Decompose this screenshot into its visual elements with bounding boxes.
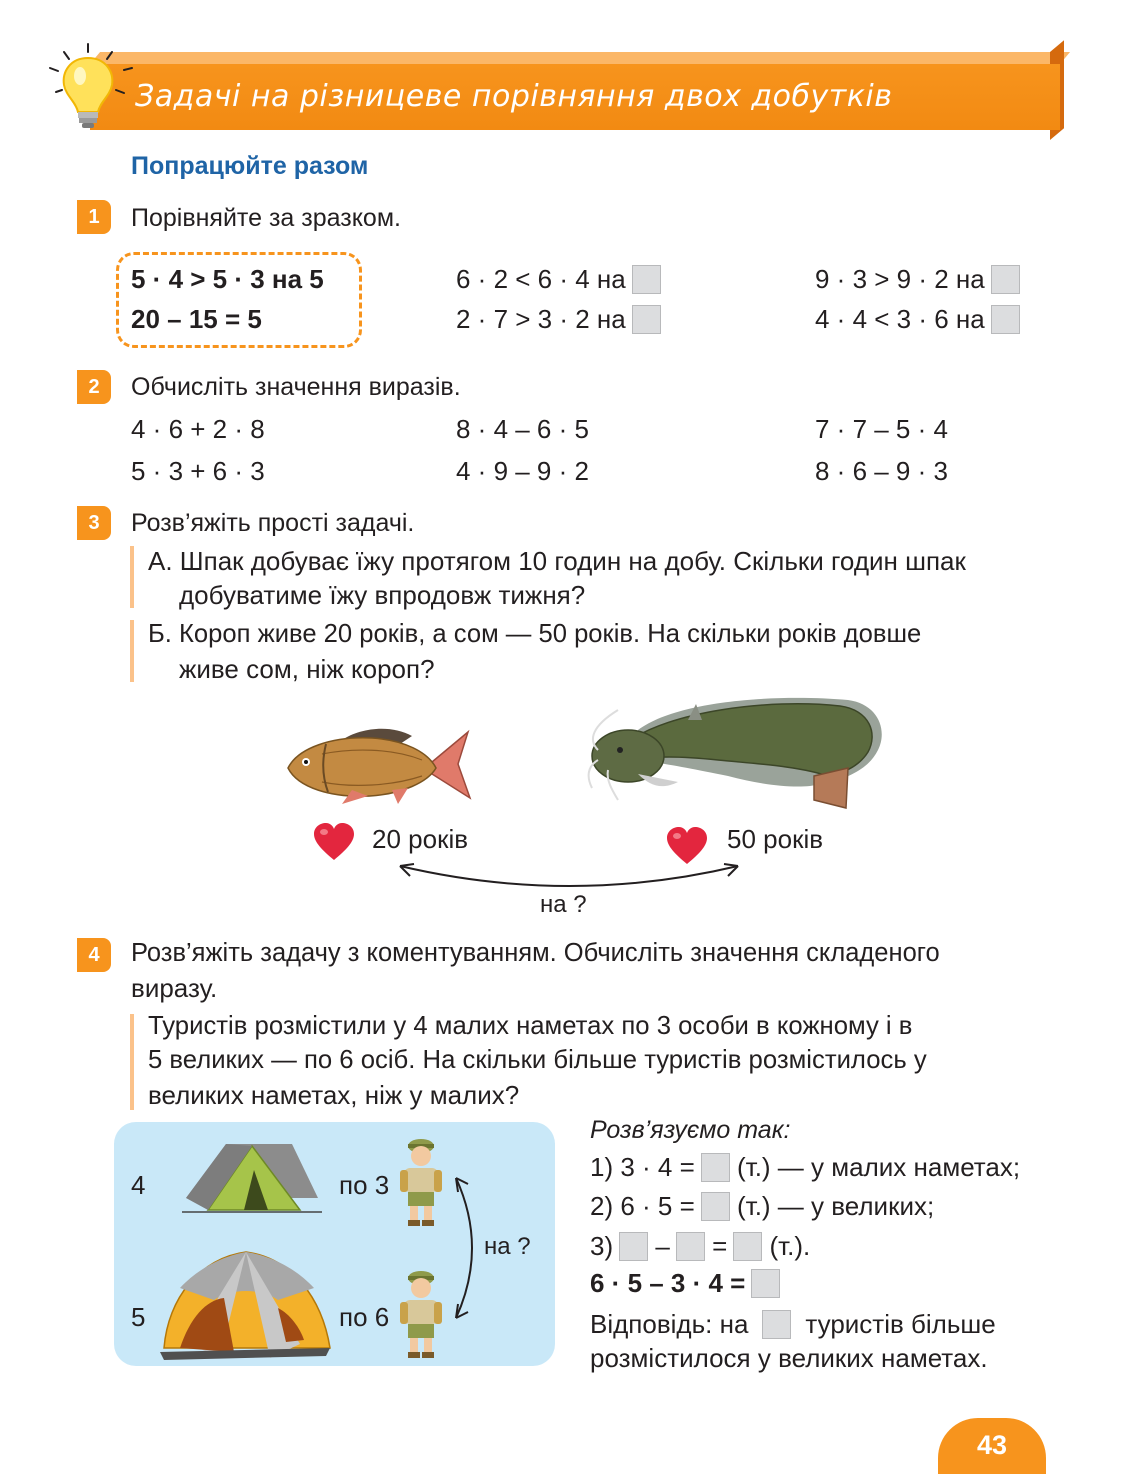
- small-tent-count: 4: [131, 1170, 146, 1200]
- task-4-instruction-line-2: виразу.: [131, 973, 218, 1003]
- catfish-image: [578, 690, 890, 822]
- comparison-item: 9 · 3 > 9 · 2 на: [815, 264, 1020, 296]
- heart-icon: [312, 822, 356, 862]
- task-1-number: 1: [77, 200, 111, 234]
- page-number: 43: [976, 1430, 1008, 1460]
- carp-fish-image: [282, 724, 472, 806]
- answer-line-2: розмістилося у великих наметах.: [590, 1343, 988, 1373]
- problem-line-1: Туристів розмістили у 4 малих наметах по 3 особи в кожному і в: [148, 1012, 913, 1040]
- solution-step-2: 2) 6 · 5 = (т.) — у великих;: [590, 1191, 935, 1221]
- answer-box[interactable]: [733, 1232, 762, 1261]
- expression: 7 · 7 – 5 · 4: [815, 414, 948, 444]
- problem-line-3: великих наметах, ніж у малих?: [148, 1080, 520, 1110]
- answer-box[interactable]: [632, 265, 661, 294]
- lightbulb-icon: [44, 40, 134, 132]
- big-tent-image: [150, 1248, 340, 1370]
- expression: 4 · 6 + 2 · 8: [131, 414, 265, 444]
- answer-line-1: Відповідь: на туристів більше: [590, 1309, 996, 1339]
- page-title: Задачі на різницеве порівняння двох добутків: [135, 79, 893, 114]
- expression: 8 · 4 – 6 · 5: [456, 414, 589, 444]
- task-4-number: 4: [77, 938, 111, 972]
- tourist-image: [398, 1136, 444, 1228]
- expression: 5 · 3 + 6 · 3: [131, 456, 265, 486]
- answer-box[interactable]: [619, 1232, 648, 1261]
- answer-box[interactable]: [751, 1269, 780, 1298]
- answer-box[interactable]: [632, 305, 661, 334]
- task-3-instruction: Розв’яжіть прості задачі.: [131, 509, 415, 537]
- catfish-lifespan: 50 років: [727, 824, 824, 854]
- problem-bar: [130, 546, 134, 608]
- problem-a-line-1: А. Шпак добуває їжу протягом 10 годин на добу. Скільки годин шпак: [148, 546, 966, 576]
- answer-box[interactable]: [991, 305, 1020, 334]
- solution-heading: Розв’язуємо так:: [590, 1116, 791, 1144]
- comparison-item: 2 · 7 > 3 · 2 на: [456, 304, 661, 336]
- problem-a-line-2: добуватиме їжу впродовж тижня?: [179, 580, 586, 610]
- problem-b-line-2: живе сом, ніж короп?: [179, 654, 435, 684]
- big-per-tent: по 6: [339, 1302, 390, 1332]
- carp-lifespan: 20 років: [372, 824, 469, 854]
- big-tent-count: 5: [131, 1302, 146, 1332]
- difference-label: на ?: [540, 891, 587, 918]
- comparison-item: 4 · 4 < 3 · 6 на: [815, 304, 1020, 336]
- task-2-instruction: Обчисліть значення виразів.: [131, 373, 461, 401]
- solution-step-3: 3) – = (т.).: [590, 1231, 811, 1261]
- sample-line-2: 20 – 15 = 5: [131, 304, 262, 334]
- sample-line-1: 5 · 4 > 5 · 3 на 5: [131, 264, 324, 294]
- page-number-tab: [938, 1418, 1046, 1474]
- solution-step-1: 1) 3 · 4 = (т.) — у малих наметах;: [590, 1152, 1021, 1182]
- problem-line-2: 5 великих — по 6 осіб. На скільки більше туристів розмістилось у: [148, 1046, 927, 1074]
- tents-difference-arrow: [448, 1172, 488, 1324]
- answer-box[interactable]: [762, 1310, 791, 1339]
- problem-bar: [130, 620, 134, 682]
- answer-box[interactable]: [676, 1232, 705, 1261]
- header-banner-top: [90, 52, 1070, 64]
- task-1-instruction: Порівняйте за зразком.: [131, 204, 401, 232]
- solution-expression: 6 · 5 – 3 · 4 =: [590, 1268, 780, 1300]
- task-2-number: 2: [77, 370, 111, 404]
- expression: 4 · 9 – 9 · 2: [456, 456, 589, 486]
- comparison-item: 6 · 2 < 6 · 4 на: [456, 264, 661, 296]
- answer-box[interactable]: [991, 265, 1020, 294]
- expression: 8 · 6 – 9 · 3: [815, 456, 948, 486]
- small-tent-image: [182, 1140, 322, 1216]
- problem-bar: [130, 1014, 134, 1110]
- small-per-tent: по 3: [339, 1170, 390, 1200]
- tourist-image: [398, 1268, 444, 1360]
- task-3-number: 3: [77, 506, 111, 540]
- task-4-instruction-line-1: Розв’яжіть задачу з коментуванням. Обчисліть значення складеного: [131, 939, 940, 967]
- answer-box[interactable]: [701, 1153, 730, 1182]
- answer-box[interactable]: [701, 1192, 730, 1221]
- problem-b-line-1: Б. Короп живе 20 років, а сом — 50 років. На скільки років довше: [148, 620, 922, 648]
- section-heading: Попрацюйте разом: [131, 152, 369, 180]
- tents-difference-label: на ?: [484, 1233, 531, 1260]
